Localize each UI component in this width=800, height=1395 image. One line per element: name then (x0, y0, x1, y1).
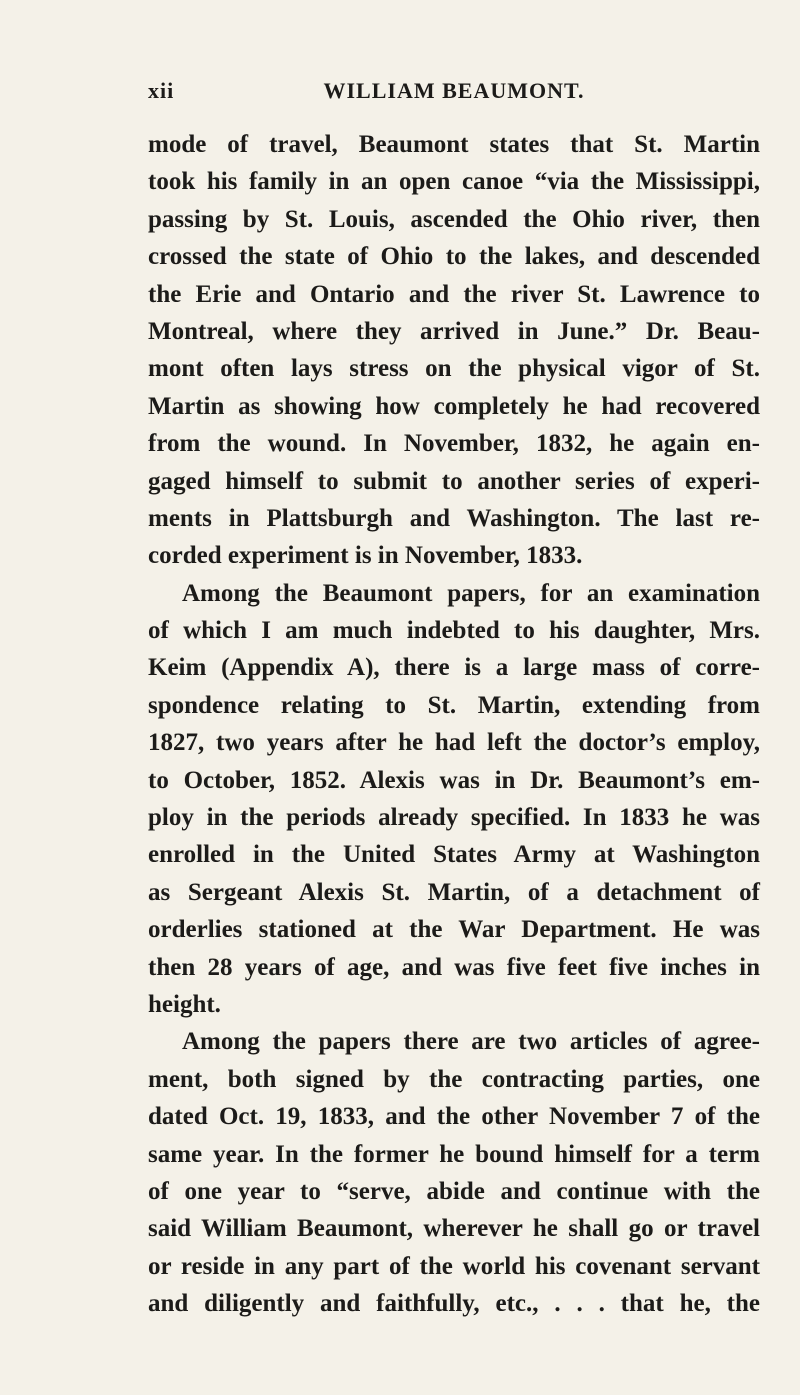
text-line: to October, 1852. Alexis was in Dr. Beaumont’s em- (148, 766, 760, 794)
text-line: Montreal, where they arrived in June.” Dr. Beau- (148, 317, 760, 345)
paragraph-last-line: height. (148, 990, 221, 1018)
text-line: of one year to “serve, abide and continue with the (148, 1177, 760, 1205)
text-line: dated Oct. 19, 1833, and the other November 7 of the (148, 1103, 760, 1131)
text-line: orderlies stationed at the War Department. He was (148, 916, 760, 944)
text-line: of which I am much indebted to his daughter, Mrs. (148, 617, 760, 645)
text-line: 1827, two years after he had left the doctor’s employ, (148, 729, 760, 757)
text-line: or reside in any part of the world his covenant servant (148, 1252, 760, 1280)
text-line: spondence relating to St. Martin, extending from (148, 691, 760, 719)
text-line: mode of travel, Beaumont states that St. Martin (148, 131, 760, 158)
text-line: and diligently and faithfully, etc., . . . that he, the (148, 1290, 760, 1318)
text-line: ment, both signed by the contracting parties, one (148, 1065, 760, 1093)
text-line: same year. In the former he bound himself for a term (148, 1140, 760, 1168)
text-line: passing by St. Louis, ascended the Ohio river, then (148, 205, 760, 233)
text-line: from the wound. In November, 1832, he again en- (148, 430, 760, 458)
text-line: mont often lays stress on the physical vigor of St. (148, 355, 760, 383)
paragraph-last-line: corded experiment is in November, 1833. (148, 542, 583, 570)
running-head (148, 78, 760, 112)
paragraph-first-line: Among the Beaumont papers, for an examination (182, 579, 760, 607)
text-line: said William Beaumont, wherever he shall go or travel (148, 1215, 760, 1243)
text-line: Martin as showing how completely he had recovered (148, 392, 760, 420)
page-number: xii (148, 78, 175, 103)
text-line: gaged himself to submit to another series of experi- (148, 467, 760, 495)
text-line: ploy in the periods already specified. In 1833 he was (148, 804, 760, 832)
text-line: ments in Plattsburgh and Washington. The last re- (148, 504, 760, 532)
text-line: Keim (Appendix A), there is a large mass of corre- (148, 654, 760, 682)
running-title: WILLIAM BEAUMONT. (323, 78, 585, 103)
paragraph-first-line: Among the papers there are two articles of agree- (182, 1028, 760, 1056)
text-line: took his family in an open canoe “via the Mississippi, (148, 168, 760, 196)
text-line: as Sergeant Alexis St. Martin, of a detachment of (148, 878, 760, 906)
body-text (148, 126, 760, 1323)
text-line: then 28 years of age, and was five feet five inches in (148, 953, 760, 981)
text-line: enrolled in the United States Army at Washington (148, 841, 760, 869)
text-line: the Erie and Ontario and the river St. Lawrence to (148, 280, 760, 308)
text-line: crossed the state of Ohio to the lakes, and descended (148, 243, 760, 271)
